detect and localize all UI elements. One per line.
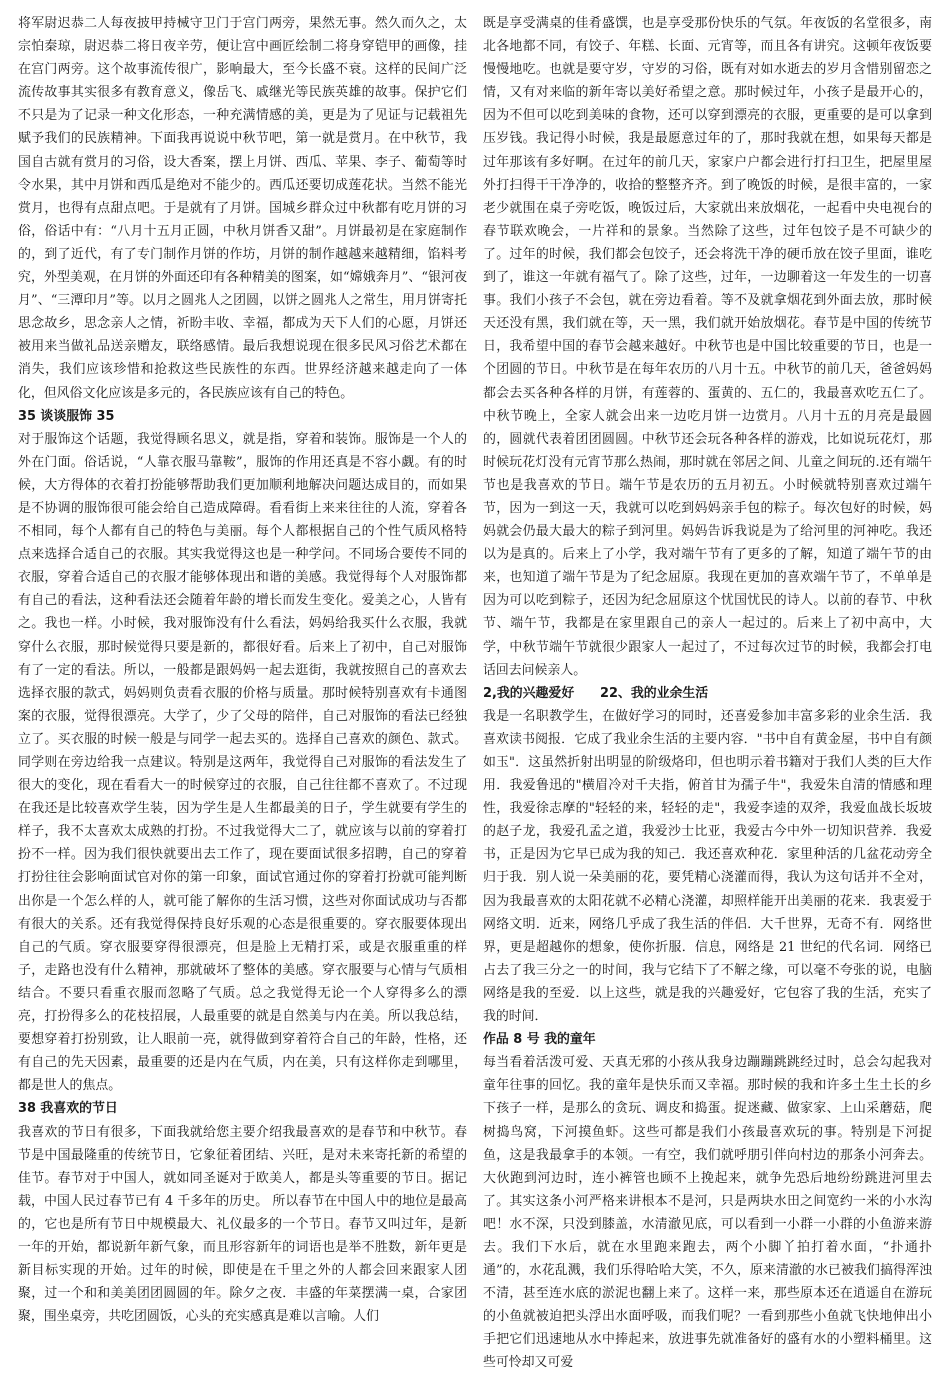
left-column	[18, 12, 467, 1344]
festival-customs-paragraph: 将军尉迟恭二人每夜披甲持械守卫门于宫门两旁，果然无事。然久而久之，太宗怕秦琼，尉迟恭二将日夜辛劳，便让宫中画匠绘制二将身穿铠甲的画像，挂在宫门两旁。这个故事流传很广，影响最大，至今长盛不衰。这样的民间广泛流传故事其实很多有教育意义，像岳飞、戚继光等民族英雄的故事。保护它们不只是为了记录一种文化形态，一种充满情感的美，更是为了见证与记载祖先赋予我们的民族精神。下面我再说说中秋节吧，第一就是赏月。在中秋节，我国自古就有赏月的习俗，设大香案，摆上月饼、西瓜、苹果、李子、葡萄等时令水果，其中月饼和西瓜是绝对不能少的。西瓜还要切成莲花状。当然不能光赏月，也得有点甜点吧。于是就有了月饼。国城乡群众过中秋都有吃月饼的习俗，俗话中有：“八月十五月正圆，中秋月饼香又甜”。月饼最初是在家庭制作的，到了近代，有了专门制作月饼的作坊，月饼的制作越越来越精细，馅料考究，外型美观，在月饼的外面还印有各种精美的图案，如“嫦娥奔月”、“银河夜月”、“三潭印月”等。以月之圆兆人之团圆，以饼之圆兆人之常生，用月饼寄托思念故乡，思念亲人之情，祈盼丰收、幸福，都成为天下人们的心愿，月饼还被用来当做礼品送亲赠友，联络感情。最后我想说现在很多民风习俗艺术都在消失，我们应该珍惜和抢救这些民族性的东西。世界经济越来越走向了一体化，但风俗文化应该是多元的，各民族应该有自己的特色。	[18, 16, 467, 401]
clothing-essay-paragraph: 对于服饰这个话题，我觉得顾名思义，就是指，穿着和装饰。服饰是一个人的外在门面。俗话说，“人靠衣服马靠鞍”，服饰的作用还真是不容小觑。有的时候，大方得体的衣着打扮能够帮助我们更加顺利地解决问题达成目的，而如果是不协调的服饰很可能会给自己造成障碍。看看街上来来往往的人流，穿着各不相同，每个人都有自己的特色与美丽。每个人都根据自己的个性气质风格特点来选择合适自己的衣服。其实我觉得这也是一种学问。不同场合要传不同的衣服，穿着合适自己的衣服才能够体现出和谐的美感。我觉得每个人对服饰都有自己的看法，这种看法还会随着年龄的增长而发生变化。爱美之心，人皆有之。我也一样。小时候，我对服饰没有什么看法，妈妈给我买什么衣服，我就穿什么衣服，那时候觉得只要是新的，都很好看。后来上了初中，自己对服饰有了一定的看法。所以，一般都是跟妈妈一起去逛街，我就按照自己的喜欢去选择衣服的款式，妈妈则负责看衣服的价格与质量。那时候特别喜欢有卡通图案的衣服，觉得很漂亮。大学了，少了父母的陪伴，自己对服饰的看法已经独立了。买衣服的时候一般是与同学一起去买的。选择自己喜欢的颜色、款式。同学则在旁边给我一点建议。特别是这两年，我觉得自己对服饰的看法发生了很大的变化，现在看看大一的时候穿过的衣服，自己往往都不喜欢了。不过现在我还是比较喜欢学生装，因为学生是人生都最美的日子，学生就要有学生的样子，我不太喜欢太成熟的打扮。不过我觉得大二了，就应该与以前的穿着打扮不一样。因为我们很快就要出去工作了，现在要面试很多招聘，自己的穿着打扮往往会影响面试官对你的第一印象，面试官通过你的穿着打扮就可能判断出你是一个怎么样的人，就可能了解你的生活习惯，这些对你面试成功与否都有很大的关系。还有我觉得保持良好乐观的心态是很重要的。穿衣服要体现出自己的气质。穿衣服要穿得很漂亮，但是脸上无精打采，或是衣服重重的样子，走路也没有什么精神，那就破坏了整体的美感。穿衣服要与心情与气质相结合。不要只看重衣服而忽略了气质。总之我觉得无论一个人穿得多么的漂亮，打扮得多么的花枝招展，人最重要的就是自然美与内在美。所以我总结，要想穿着打扮别致，让人眼前一亮，就得做到穿着符合自己的年龄，性格，还有自己的先天因素，最重要的还是内在气质，内在美，只有这样你走到哪里，都是世人的焦点。	[18, 431, 467, 1094]
section-heading-hobbies: 2,我的兴趣爱好 22、我的业余生活	[483, 685, 709, 701]
right-column	[483, 12, 932, 1371]
festival-continued-paragraph: 既是享受满桌的佳肴盛馔，也是享受那份快乐的气氛。年夜饭的名堂很多，南北各地都不同，有饺子、年糕、长面、元宵等，而且各有讲究。这顿年夜饭要慢慢地吃。也就是要守岁，守岁的习俗，既有对如水逝去的岁月含惜别留恋之情，又有对来临的新年寄以美好希望之意。那时候过年，小孩子是最开心的，因为不但可以吃到美味的食物，还可以穿到漂亮的衣服，更重要的是可以拿到压岁钱。我记得小时候，我是最愿意过年的了，那时我就在想，如果每天都是过年那该有多好啊。在过年的前几天，家家户户都会进行打扫卫生，把屋里屋外打扫得干干净净的，收拾的整整齐齐。到了晚饭的时候，是很丰富的，一家老少就围在桌子旁吃饭，晚饭过后，大家就出来放烟花，一起看中央电视台的春节联欢晚会，一片祥和的景象。当然除了这些，过年包饺子是不可缺少的了。过年的时候，我们都会包饺子，还会将洗干净的硬币放在饺子里面，谁吃到了，谁这一年就有福气了。除了这些，过年，一边聊着这一年发生的一切喜事。我们小孩子不会包，就在旁边看着。等不及就拿烟花到外面去放，那时候天还没有黑，我们就在等，天一黑，我们就开始放烟花。春节是中国的传统节日，我希望中国的春节会越来越好。中秋节也是中国比较重要的节日，也是一个团圆的节日。中秋节是在每年农历的八月十五。中秋节的前几天，爸爸妈妈都会去买各种各样的月饼，有莲蓉的、蛋黄的、五仁的，我最喜欢吃五仁了。中秋节晚上，全家人就会出来一边吃月饼一边赏月。八月十五的月亮是最圆的，圆就代表着团团圆圆。中秋节还会玩各种各样的游戏，比如说玩花灯，那时候玩花灯没有元宵节那么热闹，那时就在邻居之间、儿童之间玩的.还有端午节也是我喜欢的节日。端午节是农历的五月初五。小时候就特别喜欢过端午节，因为一到这一天，我就可以吃到妈妈亲手包的粽子。每次包好的时候，妈妈就会仍最大最大的粽子到河里。妈妈告诉我说是为了给河里的河神吃。我还以为是真的。后来上了小学，我对端午节有了更多的了解，知道了端午节的由来，也知道了端午节是为了纪念屈原。我现在更加的喜欢端午节了，不单单是因为可以吃到粽子，还因为纪念屈原这个忧国忧民的诗人。以前的春节、中秋节、端午节，我都是在家里跟自己的亲人一起过的。后来上了初中高中，大学，中秋节端午节就很少跟家人一起过了，不过每次过节的时候，我都会打电话回去问候亲人。	[483, 16, 932, 678]
section-heading-childhood: 作品 8 号 我的童年	[483, 1032, 596, 1048]
favorite-festival-paragraph: 我喜欢的节日有很多，下面我就给您主要介绍我最喜欢的是春节和中秋节。春节是中国最隆重的传统节日，它象征着团结、兴旺，是对未来寄托新的希望的佳节。春节对于中国人，就如同圣诞对于欧美人，都是头等重要的节日。据记载，中国人民过春节已有 4 千多年的历史。 所以春节在中国人中的地位是最高的，它也是所有节日中规模最大、礼仪最多的一个节日。春节又叫过年，是新一年的开始，都说新年新气象，而且形容新年的词语也是举不胜数，新年更是新目标实现的开始。过年的时候，即使是在千里之外的人都会回来跟家人团聚，过一个和和美美团团圆圆的年。除夕之夜．丰盛的年菜摆满一桌，合家团聚，围坐桌旁，共吃团圆饭，心头的充实感真是难以言喻。人们	[18, 1124, 467, 1325]
section-heading-clothing: 35 谈谈服饰 35	[18, 408, 115, 424]
hobbies-paragraph: 我是一名职教学生，在做好学习的同时，还喜爱参加丰富多彩的业余生活．我喜欢读书阅报．它成了我业余生活的主要内容．"书中自有黄金屋，书中自有颜如玉"．这虽然折射出明显的阶级烙印，但也明示着书籍对于我们人类的巨大作用．我爱鲁迅的"横眉冷对千夫指，俯首甘为孺子牛"，我爱朱自清的情感和理性，我爱徐志摩的"轻轻的来，轻轻的走"，我爱李逵的双斧，我爱血战长坂坡的赵子龙，我爱孔孟之道，我爱沙士比亚，我爱古今中外一切知识营养．我爱书，正是因为它早已成为我的知己．我还喜欢种花．家里种活的几盆花动旁全归于我．别人说一朵美丽的花，要凭精心浇灌而得，我认为这句话并不全对，因为我最喜欢的太阳花就不必精心浇灌，却照样能开出美丽的花来．我衷爱于网络文明．近来，网络几乎成了我生活的伴侣．大千世界，无奇不有．网络世界，更是超越你的想象，使你折服．信息，网络是 21 世纪的代名词．网络已占去了我三分之一的时间，我与它结下了不解之缘，可以毫不夸张的说，电脑网络是我的至爱．以上这些，就是我的兴趣爱好，它包容了我的生活，充实了我的时间．	[483, 708, 932, 1025]
section-heading-favorite-festival: 38 我喜欢的节日	[18, 1101, 118, 1117]
childhood-paragraph: 每当看着活泼可爱、天真无邪的小孩从我身边蹦蹦跳跳经过时，总会勾起我对童年往事的回忆。我的童年是快乐而又幸福。那时候的我和许多土生土长的乡下孩子一样，是那么的贪玩、调皮和捣蛋。捉迷藏、做家家、上山采蘑菇，爬树捣鸟窝，下河摸鱼虾。这些可都是我们小孩最喜欢玩的事。特别是下河捉鱼，这是我最拿手的本领。一有空，我们就呼朋引伴向村边的那条小河奔去。大伙跑到河边时，连小裤管也顾不上挽起来，就争先恐后地纷纷跳进河里去了。其实这条小河严格来讲根本不是河，只是两块水田之间宽约一米的小水沟吧！水不深，只没到膝盖，水清澈见底，可以看到一小群一小群的小鱼游来游去。我们下水后，就在水里跑来跑去，两个小脚丫拍打着水面，“扑通扑通”的，水花乱溅，我们乐得哈哈大笑，不久，原来清澈的水已被我们搞得浑浊不清，甚至连水底的淤泥也翻上来了。这样一来，那些原本还在逍遥自在游玩的小鱼就被迫把头浮出水面呼吸，而我们呢？一看到那些小鱼就飞快地伸出小手把它们迅速地从水中捧起来，放进事先就准备好的盛有水的小塑料桶里。这些可怜却又可爱	[483, 1055, 932, 1371]
